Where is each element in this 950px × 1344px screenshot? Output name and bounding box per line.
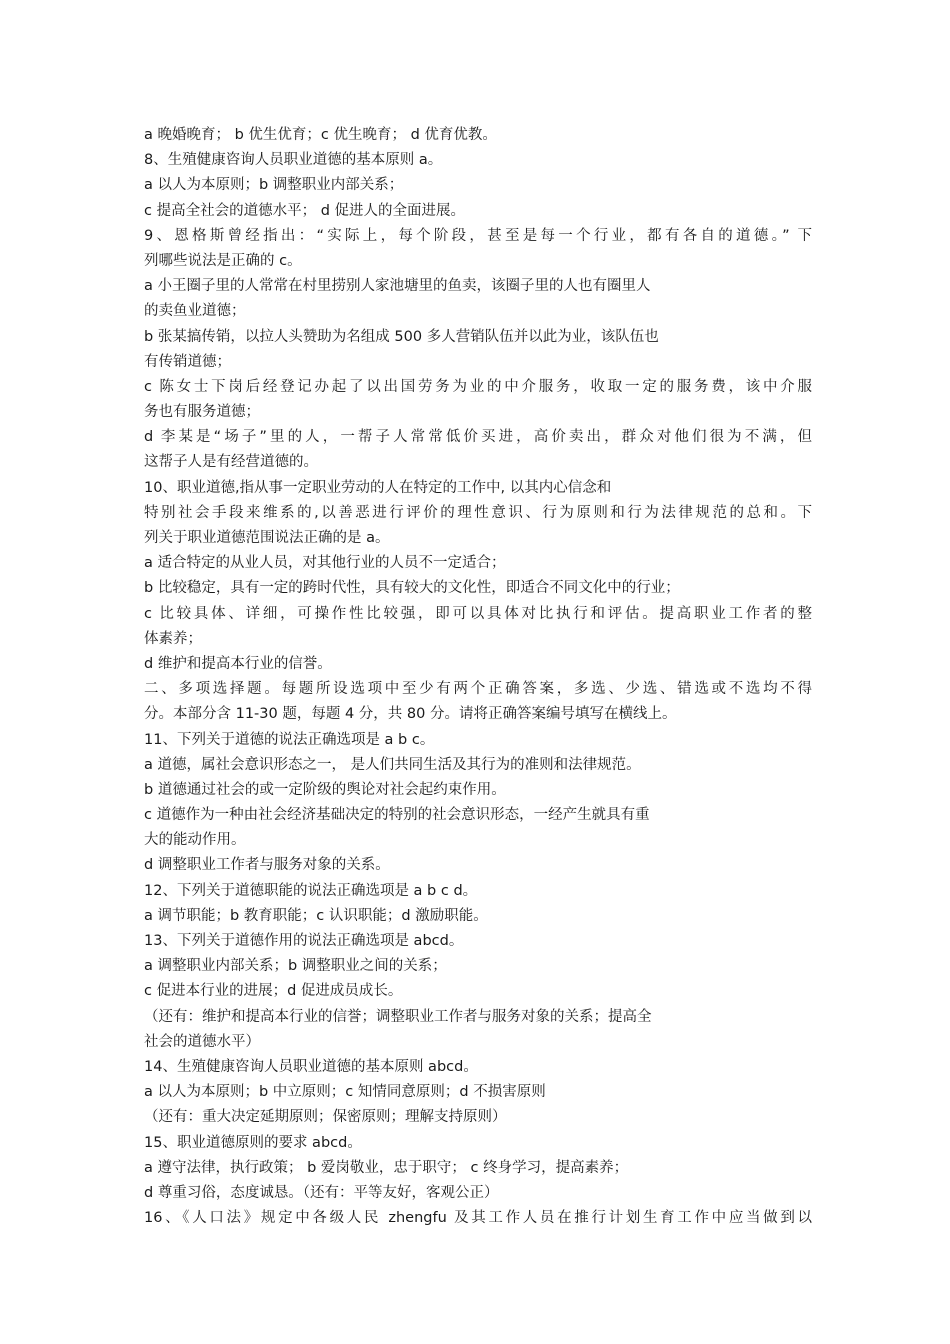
text-line: a 调节职能；b 教育职能；c 认识职能；d 激励职能。 — [144, 907, 488, 924]
text-line: （还有：维护和提高本行业的信誉；调整职业工作者与服务对象的关系；提高全 — [144, 1008, 652, 1025]
text-line: 有传销道德； — [144, 353, 231, 370]
text-line: a 遵守法律，执行政策； b 爱岗敬业，忠于职守； c 终身学习，提高素养； — [144, 1159, 629, 1176]
text-line: 16、《人口法》规定中各级人民 zhengfu 及其工作人员在推行计划生育工作中应当做到以 — [144, 1210, 812, 1227]
text-line: c 比较具体、详细，可操作性比较强，即可以具体对比执行和评估。提高职业工作者的整 — [144, 605, 812, 622]
text-line: 务也有服务道德； — [144, 404, 260, 421]
text-line: 列哪些说法是正确的 c。 — [144, 252, 302, 269]
text-line: 二、多项选择题。每题所设选项中至少有两个正确答案，多选、少选、错选或不选均不得 — [144, 681, 812, 698]
text-line: b 张某搞传销，以拉人头赞助为名组成 500 多人营销队伍并以此为业，该队伍也 — [144, 328, 659, 345]
text-line: d 李某是“场子”里的人，一帮子人常常低价买进，高价卖出，群众对他们很为不满，但 — [144, 429, 812, 446]
text-line: 大的能动作用。 — [144, 832, 246, 849]
text-line: 9、恩格斯曾经指出：“实际上，每个阶段，甚至是每一个行业，都有各自的道德。” 下 — [144, 227, 812, 244]
text-line: a 小王圈子里的人常常在村里捞别人家池塘里的鱼卖，该圈子里的人也有圈里人 — [144, 278, 651, 295]
text-line: a 晚婚晚育； b 优生优育；c 优生晚育； d 优育优教。 — [144, 127, 497, 143]
text-line: a 以人为本原则；b 中立原则；c 知情同意原则；d 不损害原则 — [144, 1084, 546, 1101]
text-line: 8、生殖健康咨询人员职业道德的基本原则 a。 — [144, 152, 443, 169]
text-line: 11、下列关于道德的说法正确选项是 a b c。 — [144, 731, 435, 748]
text-line: 社会的道德水平） — [144, 1033, 260, 1050]
text-line: c 促进本行业的进展；d 促进成员成长。 — [144, 983, 403, 1000]
text-line: 这帮子人是有经营道德的。 — [144, 454, 318, 471]
text-line: 15、职业道德原则的要求 abcd。 — [144, 1134, 362, 1151]
text-line: c 道德作为一种由社会经济基础决定的特别的社会意识形态，一经产生就具有重 — [144, 807, 650, 824]
text-line: a 适合特定的从业人员，对其他行业的人员不一定适合； — [144, 555, 506, 572]
text-line: 14、生殖健康咨询人员职业道德的基本原则 abcd。 — [144, 1058, 478, 1075]
text-line: a 道德，属社会意识形态之一， 是人们共同生活及其行为的准则和法律规范。 — [144, 756, 641, 773]
text-line: a 调整职业内部关系；b 调整职业之间的关系； — [144, 958, 447, 975]
text-line: 列关于职业道德范围说法正确的是 a。 — [144, 530, 390, 546]
text-line: d 尊重习俗，态度诚恳。（还有：平等友好，客观公正） — [144, 1184, 499, 1201]
text-line: c 提高全社会的道德水平； d 促进人的全面进展。 — [144, 202, 466, 219]
text-line: a 以人为本原则；b 调整职业内部关系； — [144, 177, 404, 194]
text-line: b 比较稳定，具有一定的跨时代性，具有较大的文化性，即适合不同文化中的行业； — [144, 580, 680, 597]
text-line: （还有：重大决定延期原则；保密原则；理解支持原则） — [144, 1109, 507, 1126]
text-line: 13、下列关于道德作用的说法正确选项是 abcd。 — [144, 933, 464, 949]
text-line: 的卖鱼业道德； — [144, 303, 246, 320]
text-line: 体素养； — [144, 630, 202, 647]
text-line: d 调整职业工作者与服务对象的关系。 — [144, 857, 390, 874]
text-line: 分。本部分含 11-30 题，每题 4 分，共 80 分。请将正确答案编号填写在横线上。 — [144, 706, 677, 723]
text-line: 特别社会手段来维系的,以善恶进行评价的理性意识、行为原则和行为法律规范的总和。下 — [144, 504, 812, 521]
text-line: b 道德通过社会的或一定阶级的舆论对社会起约束作用。 — [144, 781, 506, 798]
text-line: c 陈女士下岗后经登记办起了以出国劳务为业的中介服务，收取一定的服务费，该中介服 — [144, 378, 812, 395]
text-line: d 维护和提高本行业的信誉。 — [144, 655, 332, 672]
text-line: 12、下列关于道德职能的说法正确选项是 a b c d。 — [144, 882, 478, 899]
text-line: 10、职业道德,指从事一定职业劳动的人在特定的工作中, 以其内心信念和 — [144, 479, 612, 496]
document-body — [144, 123, 812, 1231]
